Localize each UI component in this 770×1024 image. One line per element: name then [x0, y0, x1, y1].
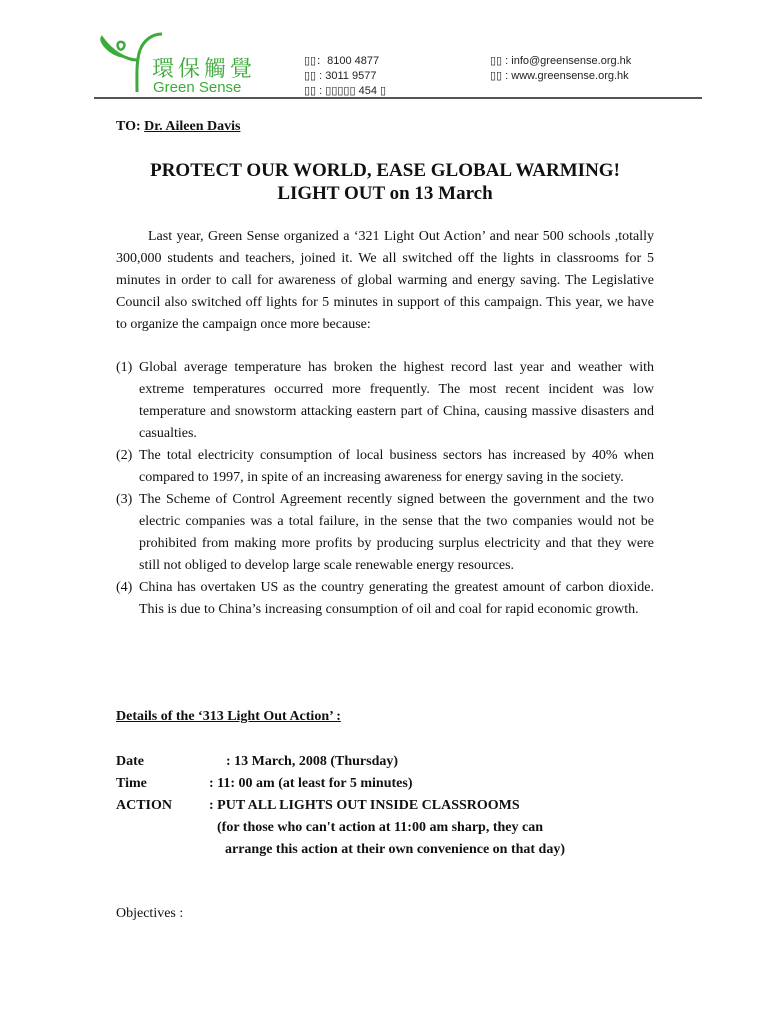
date-label: Date	[116, 754, 144, 769]
list-item	[116, 577, 654, 621]
action-note-line1: (for those who can't action at 11:00 am sharp, they can	[217, 820, 544, 835]
list-number: (1)	[116, 360, 133, 375]
contact-line: ▯▯ : 3011 9577	[304, 70, 377, 82]
contact-website: ▯▯ : www.greensense.org.hk	[490, 70, 629, 82]
reasons-list	[116, 357, 654, 621]
contact-line: ▯▯ : ▯▯▯▯▯ 454 ▯	[304, 85, 387, 97]
logo-chinese-name: 環保觸覺	[152, 57, 257, 82]
list-text: Global average temperature has broken the highest record last year and weather with extreme temperatures occurred more frequently. The most recent incident was low temperature and snowstorm attacking eastern part of China, causing massive disasters and casualties.	[139, 360, 654, 441]
recipient-label: TO:	[116, 119, 141, 134]
contact-email: ▯▯ : info@greensense.org.hk	[490, 55, 632, 67]
list-item	[116, 489, 654, 577]
date-value: : 13 March, 2008 (Thursday)	[226, 754, 399, 769]
objectives-label: Objectives :	[116, 906, 184, 921]
contact-line: ▯▯：8100 4877	[304, 55, 380, 67]
list-text: China has overtaken US as the country generating the greatest amount of carbon dioxide. This is due to China’s increasing consumption of oil and coal for rapid economic growth.	[139, 580, 654, 617]
list-number: (2)	[116, 448, 133, 463]
time-value: : 11: 00 am (at least for 5 minutes)	[209, 776, 413, 791]
action-note-line2: arrange this action at their own convenience on that day)	[225, 842, 565, 857]
intro-paragraph: Last year, Green Sense organized a ‘321 Light Out Action’ and near 500 schools ,totally 300,000 students and teachers, joined it. We all switched off the lights in classrooms for 5 minutes in order to call for awareness of global warming and energy saving. The Legislative Council also switched off lights for 5 minutes in support of this campaign. This year, we have to organize the campaign once more because:	[116, 229, 654, 332]
details-heading: Details of the ‘313 Light Out Action’ :	[116, 709, 341, 724]
time-label: Time	[116, 776, 147, 791]
action-label: ACTION	[116, 798, 173, 813]
recipient-name: Dr. Aileen Davis	[144, 119, 241, 134]
list-number: (3)	[116, 492, 133, 507]
green-sense-logo	[96, 30, 266, 96]
list-text: The total electricity consumption of local business sectors has increased by 40% when compared to 1997, in spite of an increasing awareness for energy saving in the society.	[139, 448, 654, 485]
action-value: : PUT ALL LIGHTS OUT INSIDE CLASSROOMS	[209, 798, 520, 813]
contact-phone-block	[304, 54, 386, 99]
logo-english-name: Green Sense	[153, 79, 242, 96]
contact-web-block	[490, 54, 631, 84]
list-number: (4)	[116, 580, 133, 595]
list-item	[116, 357, 654, 445]
letter-subtitle: LIGHT OUT on 13 March	[277, 183, 493, 204]
header-divider	[94, 97, 702, 99]
recipient-line	[116, 119, 240, 135]
list-text: The Scheme of Control Agreement recently signed between the government and the two electric companies was a total failure, in the sense that the two companies would not be prohibited from making more profits by producing surplus electricity and that they were still not obliged to develop large scale renewable energy resources.	[139, 492, 654, 573]
list-item	[116, 445, 654, 489]
letter-title: PROTECT OUR WORLD, EASE GLOBAL WARMING!	[150, 160, 620, 181]
